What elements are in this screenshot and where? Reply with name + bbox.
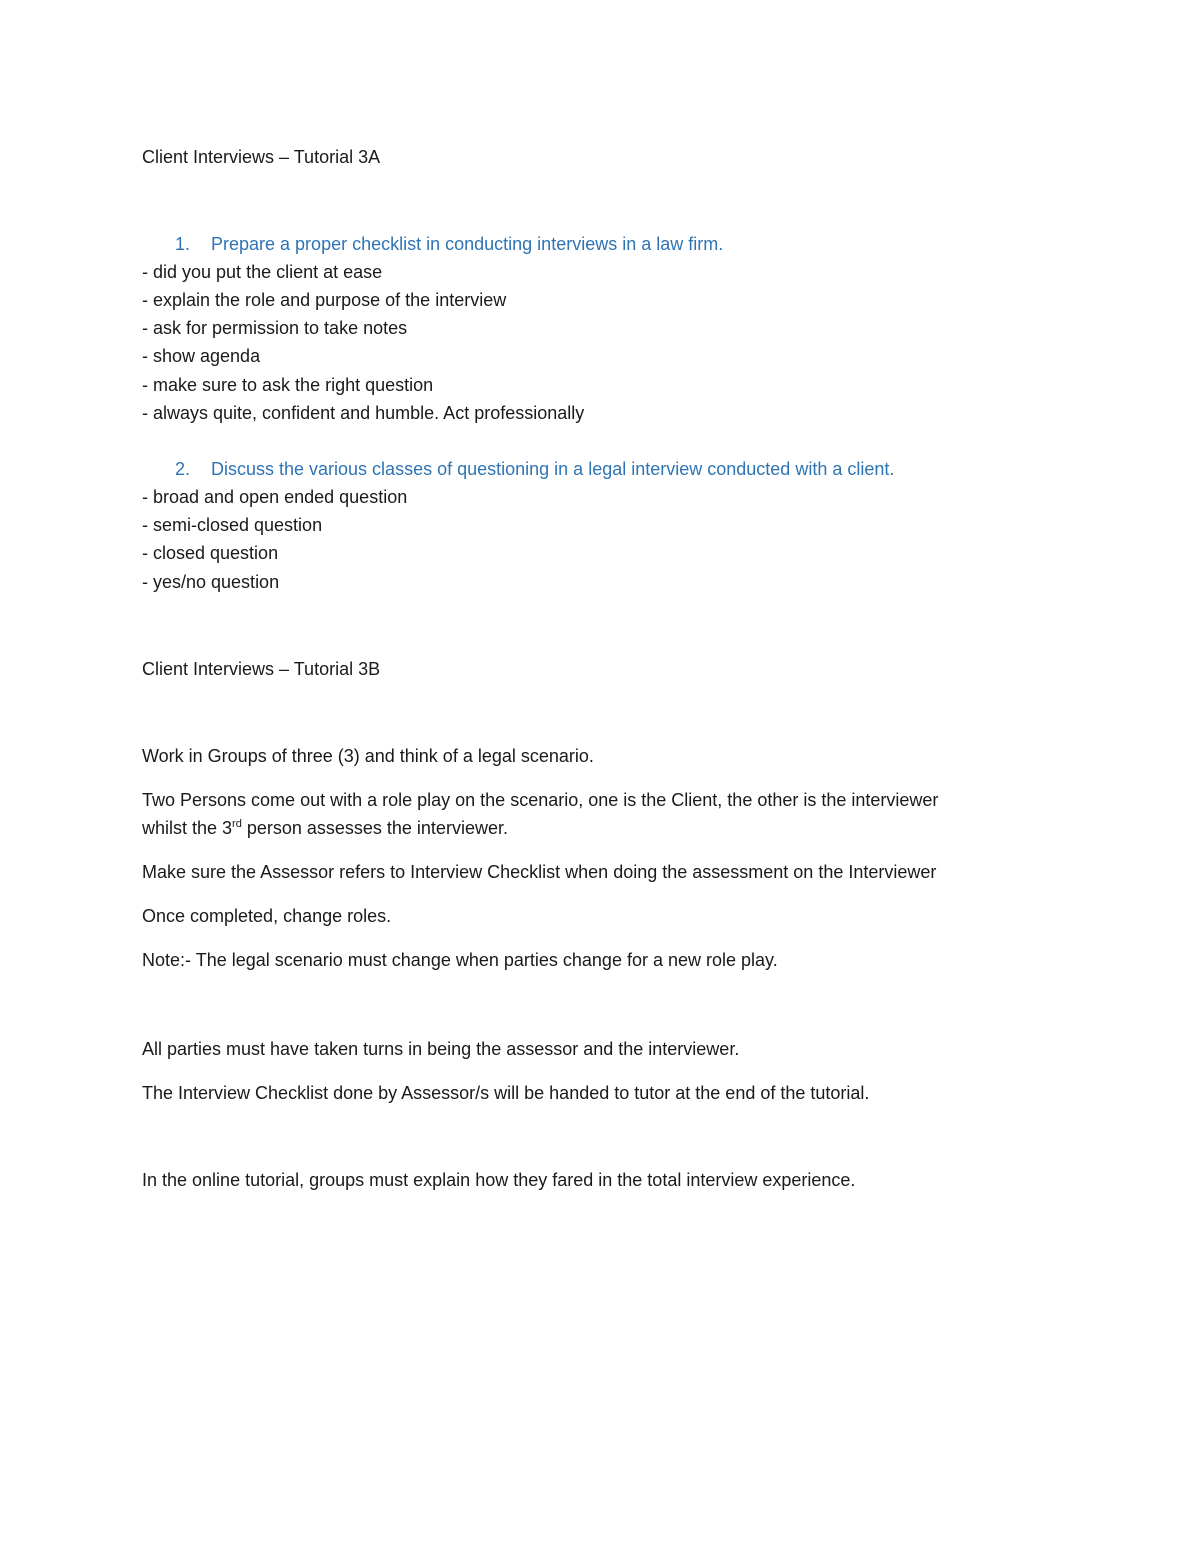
paragraph-text: person assesses the interviewer. xyxy=(241,818,508,838)
ordinal-suffix: rd xyxy=(232,818,242,830)
list-item: - broad and open ended question xyxy=(142,487,408,507)
list-item: - semi-closed question xyxy=(142,515,323,535)
list-item: - did you put the client at ease xyxy=(142,262,383,282)
list-item: - yes/no question xyxy=(142,572,280,592)
paragraph: Work in Groups of three (3) and think of a legal scenario. xyxy=(142,746,594,766)
paragraph: In the online tutorial, groups must explain how they fared in the total interview experience. xyxy=(142,1170,856,1190)
list-item: - make sure to ask the right question xyxy=(142,375,434,395)
list-item: - explain the role and purpose of the interview xyxy=(142,290,507,310)
question-2-text: Discuss the various classes of questioning in a legal interview conducted with a client. xyxy=(211,459,895,479)
question-1-number: 1. xyxy=(175,234,191,254)
paragraph: All parties must have taken turns in being the assessor and the interviewer. xyxy=(142,1039,740,1059)
list-item: - show agenda xyxy=(142,346,261,366)
paragraph: Two Persons come out with a role play on the scenario, one is the Client, the other is the interviewer xyxy=(142,790,939,810)
list-item: - ask for permission to take notes xyxy=(142,318,408,338)
paragraph: The Interview Checklist done by Assessor/s will be handed to tutor at the end of the tutorial. xyxy=(142,1083,870,1103)
list-item: - always quite, confident and humble. Act professionally xyxy=(142,403,585,423)
paragraph xyxy=(142,816,508,840)
tutorial-3b-title: Client Interviews – Tutorial 3B xyxy=(142,659,381,679)
list-item: - closed question xyxy=(142,543,279,563)
tutorial-3a-title: Client Interviews – Tutorial 3A xyxy=(142,147,381,167)
question-1-text: Prepare a proper checklist in conducting interviews in a law firm. xyxy=(211,234,724,254)
paragraph: Make sure the Assessor refers to Interview Checklist when doing the assessment on the Interviewer xyxy=(142,862,937,882)
paragraph-text: whilst the 3 xyxy=(142,818,233,838)
paragraph: Note:- The legal scenario must change when parties change for a new role play. xyxy=(142,950,778,970)
question-2-number: 2. xyxy=(175,459,191,479)
paragraph: Once completed, change roles. xyxy=(142,906,392,926)
